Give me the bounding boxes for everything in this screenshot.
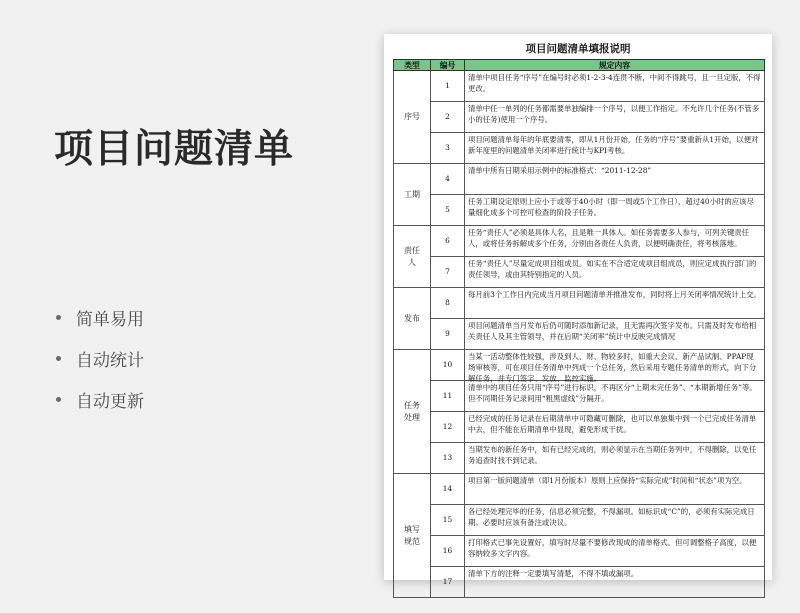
row-number: 14 — [431, 474, 465, 505]
document-preview — [384, 34, 772, 587]
row-content: 任务“责任人”尽量定成项目组成员。如实在不合适定成项目组成员，则应定成执行部门的责任领导，或由其特别指定的人员。 — [465, 257, 765, 288]
table-row — [394, 412, 765, 443]
table-row — [394, 567, 765, 598]
table-row — [394, 443, 765, 474]
category-cell: 序号 — [394, 71, 431, 164]
table-row — [394, 102, 765, 133]
row-number: 13 — [431, 443, 465, 474]
page-title: 项目问题清单 — [54, 127, 295, 172]
table-row — [394, 474, 765, 505]
feature-label: 简单易用 — [76, 309, 144, 330]
table-row — [394, 319, 765, 350]
row-number: 4 — [431, 164, 465, 195]
bullet-icon — [56, 397, 61, 402]
feature-label: 自动统计 — [76, 350, 144, 371]
row-content: 打印格式已事先设置好，填写时尽量不要修改现成的清单格式。但可调整格子高度，以便容纳较多文字内容。 — [465, 536, 765, 567]
row-content: 项目第一版问题清单（即1月份版本）原则上应保持“实际完成”时间和“状态”项为空。 — [465, 474, 765, 505]
row-number: 15 — [431, 505, 465, 536]
table-row — [394, 350, 765, 381]
row-content: 项目问题清单当月发布后仍可随时添加新记录，且无需再次签字发布。只需及时发布给相关责任人及其主管领导，并在后期“关闭率”统计中反映完成情况 — [465, 319, 765, 350]
row-number: 2 — [431, 102, 465, 133]
header-content: 规定内容 — [465, 60, 765, 71]
table-row — [394, 536, 765, 567]
row-content: 已经完成的任务记录在后期清单中可隐藏可删除，也可以单独集中到一个已完成任务清单中去，但不能在后期清单中显现，避免形成干扰。 — [465, 412, 765, 443]
row-content: 清单中的项目任务只用“序号”进行标识，不再区分“上期未完任务”、“本期新增任务”等。但不同期任务记录间用“粗黑虚线”分隔开。 — [465, 381, 765, 412]
row-number: 9 — [431, 319, 465, 350]
row-content: 清单中所有日期采用示例中的标准格式：“2011-12-28” — [465, 164, 765, 195]
feature-label: 自动更新 — [76, 391, 144, 412]
row-number: 6 — [431, 226, 465, 257]
table-header-row — [394, 60, 765, 71]
document-title: 项目问题清单填报说明 — [525, 43, 631, 55]
table-row — [394, 71, 765, 102]
row-number: 1 — [431, 71, 465, 102]
row-content: 各已经处理完毕的任务，信息必须完整，不得漏项。如标识成“C”的，必须有实际完成日期。必要时应该有备注或决议。 — [465, 505, 765, 536]
row-content: 清单中项目任务“序号”在编号时必须1-2-3-4连贯不断，中间不得跳号，且一旦定版，不得更改。 — [465, 71, 765, 102]
category-cell: 任务处理 — [394, 350, 431, 474]
instruction-table — [393, 59, 765, 598]
table-row — [394, 257, 765, 288]
table-row — [394, 381, 765, 412]
row-number: 11 — [431, 381, 465, 412]
table-row — [394, 288, 765, 319]
category-cell: 发布 — [394, 288, 431, 350]
bullet-icon — [56, 356, 61, 361]
row-number: 3 — [431, 133, 465, 164]
category-cell: 工期 — [394, 164, 431, 226]
bullet-icon — [56, 315, 61, 320]
table-row — [394, 133, 765, 164]
row-content: 当某一活动整体性较强，涉及到人、财、物较多时，如重大会议、新产品试制、PPAP现场审核等，可在项目任务清单中列成一个总任务，然后采用专题任务清单的形式，向下分解任务，并专门签字、发放、监控实施。 — [465, 350, 765, 381]
row-content: 当期发布的新任务中，如有已经完成的，则必须显示在当期任务列中，不得删除，以免任务追查时找不到记录。 — [465, 443, 765, 474]
row-content: 清单中任一单列的任务都需要单独编排一个序号，以便工作指定。不允许几个任务(不管多小的任务)使用一个序号。 — [465, 102, 765, 133]
table-row — [394, 226, 765, 257]
row-content: 清单下方的注释一定要填写清楚，不得不填或漏项。 — [465, 567, 765, 598]
row-number: 17 — [431, 567, 465, 598]
row-number: 8 — [431, 288, 465, 319]
row-content: 每月前3个工作日内完成当月项目问题清单并推准发布，同时将上月关闭率情况统计上交。 — [465, 288, 765, 319]
feature-item — [56, 348, 144, 371]
feature-item — [56, 389, 144, 412]
row-number: 10 — [431, 350, 465, 381]
table-row — [394, 195, 765, 226]
row-number: 12 — [431, 412, 465, 443]
table-row — [394, 164, 765, 195]
feature-item — [56, 307, 144, 330]
row-number: 16 — [431, 536, 465, 567]
table-row — [394, 505, 765, 536]
header-number: 编号 — [431, 60, 465, 71]
row-number: 7 — [431, 257, 465, 288]
row-number: 5 — [431, 195, 465, 226]
row-content: 任务工期设定原则上应小于或等于40小时（即一周或5个工作日），超过40小时的应该尽量细化成多个可控可检查的阶段子任务。 — [465, 195, 765, 226]
category-cell: 责任人 — [394, 226, 431, 288]
category-cell: 填写规范 — [394, 474, 431, 598]
row-content: 任务“责任人”必须是具体人名，且是唯一具体人。如任务需要多人参与，可列关键责任人，或将任务拆解成多个任务，分别由各责任人负责，以便明确责任，将考核落地。 — [465, 226, 765, 257]
header-type: 类型 — [394, 60, 431, 71]
row-content: 项目问题清单每年的年底要清零，即从1月份开始，任务的“序号”要重新从1开始，以便对新年度里的问题清单关闭率进行统计与KPI考核。 — [465, 133, 765, 164]
feature-list — [56, 307, 144, 430]
